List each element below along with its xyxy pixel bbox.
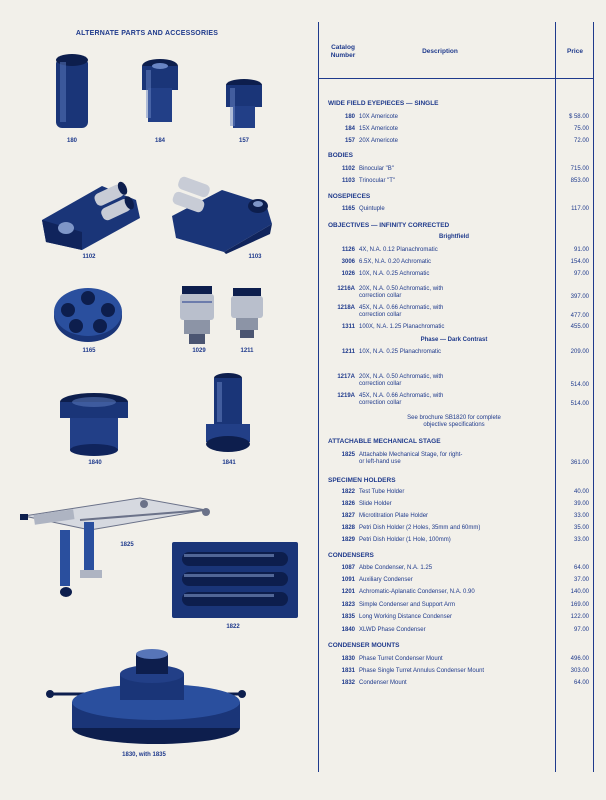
table-row xyxy=(319,668,593,678)
turret-condenser-mount-1830-image xyxy=(46,650,246,746)
item-price: 75.00 xyxy=(573,126,589,132)
catalog-number: 1311 xyxy=(341,324,355,330)
table-row xyxy=(319,206,593,216)
item-description: Petri Dish Holder (2 Holes, 35mm and 60mm) xyxy=(359,525,481,531)
item-price: 154.00 xyxy=(570,259,589,265)
caption-1102: 1102 xyxy=(82,254,96,260)
catalog-number: 1829 xyxy=(341,537,355,543)
condenser-1840-image xyxy=(58,392,130,458)
catalog-number: 1218A xyxy=(337,305,355,311)
item-description: Auxiliary Condenser xyxy=(359,577,413,583)
table-row xyxy=(319,374,593,388)
caption-1830: 1830, with 1835 xyxy=(122,752,166,758)
item-price: 361.00 xyxy=(570,460,589,466)
catalog-number: 1831 xyxy=(341,668,355,674)
catalog-number: 1026 xyxy=(341,271,355,277)
parts-illustration-panel xyxy=(16,22,278,774)
catalog-number: 1822 xyxy=(341,489,355,495)
item-description: Attachable Mechanical Stage, for right- or left-hand use xyxy=(359,452,463,465)
item-description: 10X, N.A. 0.25 Planachromatic xyxy=(359,349,442,355)
item-description: Achromatic-Aplanatic Condenser, N.A. 0.90 xyxy=(359,589,475,595)
caption-184: 184 xyxy=(154,138,165,144)
section-condensers: CONDENSERS xyxy=(328,552,374,559)
item-description: Microtitration Plate Holder xyxy=(359,513,429,519)
section-nosepieces: NOSEPIECES xyxy=(328,193,371,200)
objective-1211-image xyxy=(230,288,264,340)
catalog-number: 1217A xyxy=(337,374,355,380)
item-description: 10X Americote xyxy=(359,114,399,120)
catalog-number: 1219A xyxy=(337,393,355,399)
catalog-number: 1828 xyxy=(341,525,355,531)
section-specimen-holders: SPECIMEN HOLDERS xyxy=(328,477,396,484)
objective-1029-image xyxy=(178,286,216,346)
item-description: XLWD Phase Condenser xyxy=(359,627,426,633)
catalog-number: 157 xyxy=(344,138,355,144)
table-row xyxy=(319,525,593,535)
item-price: 33.00 xyxy=(573,537,589,543)
table-row xyxy=(319,286,593,300)
item-description: 45X, N.A. 0.66 Achromatic, with correction collar xyxy=(359,393,444,406)
table-row xyxy=(319,589,593,599)
item-description: Trinocular "T" xyxy=(359,178,396,184)
catalog-number: 1216A xyxy=(337,286,355,292)
catalog-number: 1835 xyxy=(341,614,355,620)
table-row xyxy=(319,178,593,188)
table-row xyxy=(319,602,593,612)
table-row xyxy=(319,680,593,690)
caption-1840: 1840 xyxy=(88,460,102,466)
eyepiece-184-image xyxy=(140,58,180,128)
item-price: 35.00 xyxy=(573,525,589,531)
table-row xyxy=(319,324,593,334)
price-table xyxy=(318,22,594,772)
table-row xyxy=(319,501,593,511)
item-price: 122.00 xyxy=(570,614,589,620)
catalog-number: 180 xyxy=(344,114,355,120)
item-price: 72.00 xyxy=(573,138,589,144)
price-header: Price xyxy=(567,48,583,55)
item-description: Binocular "B" xyxy=(359,166,394,172)
item-price: 91.00 xyxy=(573,247,589,253)
binocular-body-1102-image xyxy=(36,168,148,252)
item-price: 97.00 xyxy=(573,271,589,277)
item-price: 853.00 xyxy=(570,178,589,184)
catalog-number: 1201 xyxy=(341,589,355,595)
item-description: Slide Holder xyxy=(359,501,392,507)
catalog-number: 1103 xyxy=(341,178,355,184)
table-row xyxy=(319,247,593,257)
catalog-number: 184 xyxy=(344,126,355,132)
section-condenser-mounts: CONDENSER MOUNTS xyxy=(328,642,400,649)
section-mechanical-stage: ATTACHABLE MECHANICAL STAGE xyxy=(328,438,441,445)
caption-1841: 1841 xyxy=(222,460,236,466)
panel-title: ALTERNATE PARTS AND ACCESSORIES xyxy=(75,30,219,37)
description-header: Description xyxy=(422,48,458,55)
eyepiece-157-image xyxy=(224,78,264,132)
item-price: 37.00 xyxy=(573,577,589,583)
item-price: 64.00 xyxy=(573,680,589,686)
catalog-number: 1211 xyxy=(341,349,355,355)
condenser-1841-image xyxy=(204,372,252,456)
item-description: 15X Americote xyxy=(359,126,399,132)
table-row xyxy=(319,166,593,176)
quintuple-nosepiece-1165-image xyxy=(52,284,124,346)
table-row xyxy=(319,452,593,466)
table-row xyxy=(319,305,593,319)
eyepiece-180-image xyxy=(52,52,92,138)
catalog-number: 1165 xyxy=(341,206,355,212)
item-price: 397.00 xyxy=(570,294,589,300)
item-description: 6.5X, N.A. 0.20 Achromatic xyxy=(359,259,432,265)
catalog-number: 1825 xyxy=(341,452,355,458)
table-row xyxy=(319,614,593,624)
item-price: 514.00 xyxy=(570,382,589,388)
section-eyepieces: WIDE FIELD EYEPIECES — SINGLE xyxy=(328,100,439,107)
item-description: Abbe Condenser, N.A. 1.25 xyxy=(359,565,433,571)
table-row xyxy=(319,271,593,281)
item-description: 20X Americote xyxy=(359,138,399,144)
catalog-number: 1091 xyxy=(341,577,355,583)
item-price: 140.00 xyxy=(570,589,589,595)
catalog-number-header: Catalog Number xyxy=(330,44,356,59)
item-description: 45X, N.A. 0.66 Achromatic, with correction collar xyxy=(359,305,444,318)
table-row xyxy=(319,259,593,269)
caption-180: 180 xyxy=(66,138,77,144)
item-price: 209.00 xyxy=(570,349,589,355)
item-price: $ 58.00 xyxy=(568,114,589,120)
table-row xyxy=(319,627,593,637)
item-description: Simple Condenser and Support Arm xyxy=(359,602,456,608)
catalog-number: 1840 xyxy=(341,627,355,633)
caption-1029: 1029 xyxy=(192,348,206,354)
catalog-number: 1126 xyxy=(341,247,355,253)
item-description: 100X, N.A. 1.25 Planachromatic xyxy=(359,324,445,330)
table-row xyxy=(319,349,593,359)
catalog-number: 1832 xyxy=(341,680,355,686)
table-row xyxy=(319,489,593,499)
item-price: 64.00 xyxy=(573,565,589,571)
table-row xyxy=(319,126,593,136)
item-price: 303.00 xyxy=(570,668,589,674)
table-row xyxy=(319,577,593,587)
item-price: 715.00 xyxy=(570,166,589,172)
catalog-number: 1087 xyxy=(341,565,355,571)
trinocular-body-1103-image xyxy=(162,170,278,254)
caption-1165: 1165 xyxy=(82,348,96,354)
catalog-number: 1823 xyxy=(341,602,355,608)
subsection-phase: Phase — Dark Contrast xyxy=(420,337,488,343)
item-price: 477.00 xyxy=(570,313,589,319)
item-description: Phase Single Turret Annulus Condenser Mount xyxy=(359,668,485,674)
objectives-note: See brochure SB1820 for complete objective specifications xyxy=(407,415,501,428)
item-description: Phase Turret Condenser Mount xyxy=(359,656,443,662)
catalog-number: 1826 xyxy=(341,501,355,507)
table-row xyxy=(319,138,593,148)
catalog-number: 1827 xyxy=(341,513,355,519)
item-price: 169.00 xyxy=(570,602,589,608)
table-row xyxy=(319,114,593,124)
catalog-number: 3006 xyxy=(341,259,355,265)
subsection-brightfield: Brightfield xyxy=(439,234,469,240)
header-rule xyxy=(319,78,593,79)
caption-1211: 1211 xyxy=(240,348,254,354)
catalog-number: 1830 xyxy=(341,656,355,662)
section-bodies: BODIES xyxy=(328,152,353,159)
caption-1822: 1822 xyxy=(226,624,240,630)
specimen-holder-1822-image xyxy=(170,540,300,620)
item-price: 514.00 xyxy=(570,401,589,407)
item-description: Test Tube Holder xyxy=(359,489,405,495)
item-price: 455.00 xyxy=(570,324,589,330)
table-row xyxy=(319,565,593,575)
catalog-number: 1102 xyxy=(341,166,355,172)
table-row xyxy=(319,656,593,666)
item-description: 10X, N.A. 0.25 Achromatic xyxy=(359,271,430,277)
table-row xyxy=(319,393,593,407)
item-description: Quintuple xyxy=(359,206,385,212)
table-row xyxy=(319,513,593,523)
item-description: Condenser Mount xyxy=(359,680,407,686)
item-price: 39.00 xyxy=(573,501,589,507)
item-price: 117.00 xyxy=(571,206,589,212)
item-description: 20X, N.A. 0.50 Achromatic, with correction collar xyxy=(359,374,444,387)
caption-1825: 1825 xyxy=(120,542,134,548)
item-price: 33.00 xyxy=(573,513,589,519)
item-price: 97.00 xyxy=(573,627,589,633)
item-description: Petri Dish Holder (1 Hole, 100mm) xyxy=(359,537,451,543)
section-objectives: OBJECTIVES — INFINITY CORRECTED xyxy=(328,222,450,229)
item-price: 496.00 xyxy=(570,656,589,662)
table-row xyxy=(319,537,593,547)
item-description: 20X, N.A. 0.50 Achromatic, with correction collar xyxy=(359,286,444,299)
item-description: 4X, N.A. 0.12 Planachromatic xyxy=(359,247,438,253)
caption-1103: 1103 xyxy=(248,254,262,260)
item-price: 40.00 xyxy=(573,489,589,495)
caption-157: 157 xyxy=(238,138,249,144)
item-description: Long Working Distance Condenser xyxy=(359,614,452,620)
